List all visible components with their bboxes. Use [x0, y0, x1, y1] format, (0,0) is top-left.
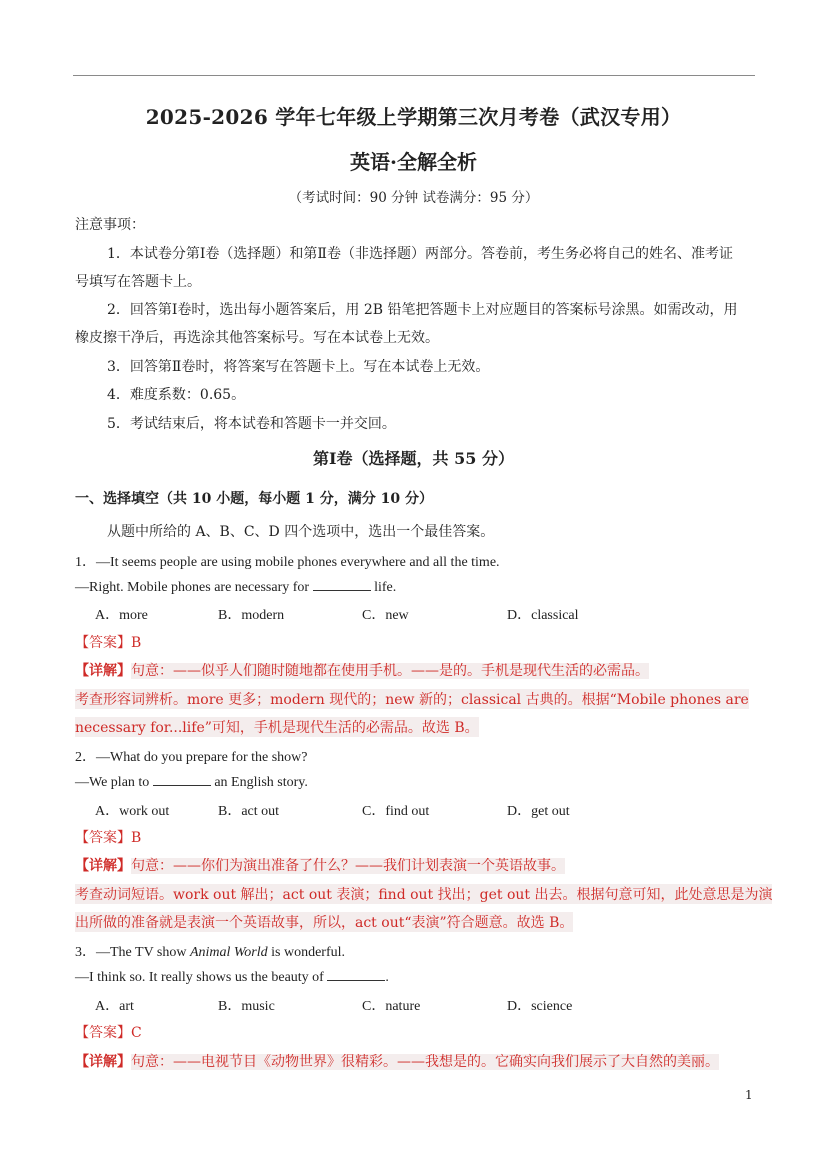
q1-option-a: A．more — [95, 608, 148, 623]
note-item-1a: 1．本试卷分第Ⅰ卷（选择题）和第Ⅱ卷（非选择题）两部分。答卷前，考生务必将自己的姓名、准考证 — [107, 246, 733, 262]
q3-option-c: C．nature — [362, 999, 421, 1014]
q1-detail-line3: necessary for...life”可知，手机是现代生活的必需品。故选 B。 — [75, 717, 479, 737]
q1-blank — [313, 578, 371, 591]
q2-blank — [153, 773, 211, 786]
q1-line2-post: life. — [370, 580, 397, 595]
q1-detail-line2: 考查形容词辨析。more 更多；modern 现代的；new 新的；classical 古典的。根据“Mobile phones are — [75, 689, 749, 709]
q2-option-d: D．get out — [507, 804, 570, 819]
q2-option-b: B．act out — [218, 804, 280, 819]
q1-detail-tag: 【详解】 — [75, 663, 131, 679]
note-item-5: 5．考试结束后，将本试卷和答题卡一并交回。 — [107, 416, 396, 432]
q3-line1 — [75, 941, 345, 961]
notes-heading: 注意事项： — [75, 217, 145, 233]
q1-answer: 【答案】B — [75, 635, 142, 651]
q2-detail-text1: 句意：——你们为演出准备了什么？——我们计划表演一个英语故事。 — [131, 858, 565, 874]
q1-line2 — [75, 578, 396, 596]
q1-line2-pre: —Right. Mobile phones are necessary for — [75, 580, 310, 595]
page-title: 2025-2026 学年七年级上学期第三次月考卷（武汉专用） — [145, 105, 682, 129]
q2-line1: 2．—What do you prepare for the show? — [75, 750, 308, 765]
q1-line1: 1．—It seems people are using mobile phones everywhere and all the time. — [75, 555, 500, 570]
q2-detail-line1 — [75, 855, 565, 875]
q3-detail-tag: 【详解】 — [75, 1054, 131, 1070]
q3-line1-italic: Animal World — [189, 945, 268, 960]
q2-line2 — [75, 773, 308, 791]
q2-option-a: A．work out — [95, 804, 170, 819]
q1-detail-line1 — [75, 660, 649, 680]
note-item-1b: 号填写在答题卡上。 — [75, 274, 201, 290]
q3-line1-post: is wonderful. — [267, 945, 346, 960]
q1-detail-text1: 句意：——似乎人们随时随地都在使用手机。——是的。手机是现代生活的必需品。 — [131, 663, 649, 679]
q3-line2 — [75, 968, 389, 986]
note-item-2a: 2．回答第Ⅰ卷时，选出每小题答案后，用 2B 铅笔把答题卡上对应题目的答案标号涂黑。如需改动，用 — [107, 302, 738, 318]
q2-line2-pre: —We plan to — [75, 775, 150, 790]
q3-option-a: A．art — [95, 999, 134, 1014]
q2-line2-post: an English story. — [210, 775, 308, 790]
section-heading: 一、选择填空（共 10 小题，每小题 1 分，满分 10 分） — [75, 491, 433, 507]
q3-line2-pre: —I think so. It really shows us the beauty of — [75, 970, 324, 985]
q3-line1-pre: 3．—The TV show — [75, 945, 190, 960]
section-instruction: 从题中所给的 A、B、C、D 四个选项中，选出一个最佳答案。 — [107, 524, 495, 540]
note-item-4: 4．难度系数：0.65。 — [107, 387, 246, 403]
q1-option-c: C．new — [362, 608, 409, 623]
q3-detail-text1: 句意：——电视节目《动物世界》很精彩。——我想是的。它确实向我们展示了大自然的美丽。 — [131, 1054, 719, 1070]
q3-blank — [327, 968, 385, 981]
q2-detail-line3: 出所做的准备就是表演一个英语故事，所以，act out“表演”符合题意。故选 B。 — [75, 912, 573, 932]
q1-option-b: B．modern — [218, 608, 285, 623]
q3-option-d: D．science — [507, 999, 573, 1014]
q3-line2-post: . — [385, 970, 389, 985]
note-item-2b: 橡皮擦干净后，再选涂其他答案标号。写在本试卷上无效。 — [75, 330, 439, 346]
q3-answer: 【答案】C — [75, 1025, 142, 1041]
q3-detail-line1 — [75, 1051, 719, 1071]
q1-option-d: D．classical — [507, 608, 579, 623]
exam-info: （考试时间：90 分钟 试卷满分：95 分） — [288, 190, 539, 206]
page-number: 1 — [745, 1088, 753, 1102]
q2-detail-tag: 【详解】 — [75, 858, 131, 874]
page-subtitle: 英语·全解全析 — [350, 150, 477, 174]
q2-option-c: C．find out — [362, 804, 430, 819]
top-rule — [73, 75, 755, 76]
q3-option-b: B．music — [218, 999, 275, 1014]
q2-detail-line2: 考查动词短语。work out 解出；act out 表演；find out 找出；get out 出去。根据句意可知，此处意思是为演 — [75, 884, 772, 904]
note-item-3: 3．回答第Ⅱ卷时，将答案写在答题卡上。写在本试卷上无效。 — [107, 359, 490, 375]
q2-answer: 【答案】B — [75, 830, 142, 846]
part1-title: 第Ⅰ卷（选择题，共 55 分） — [313, 449, 514, 468]
